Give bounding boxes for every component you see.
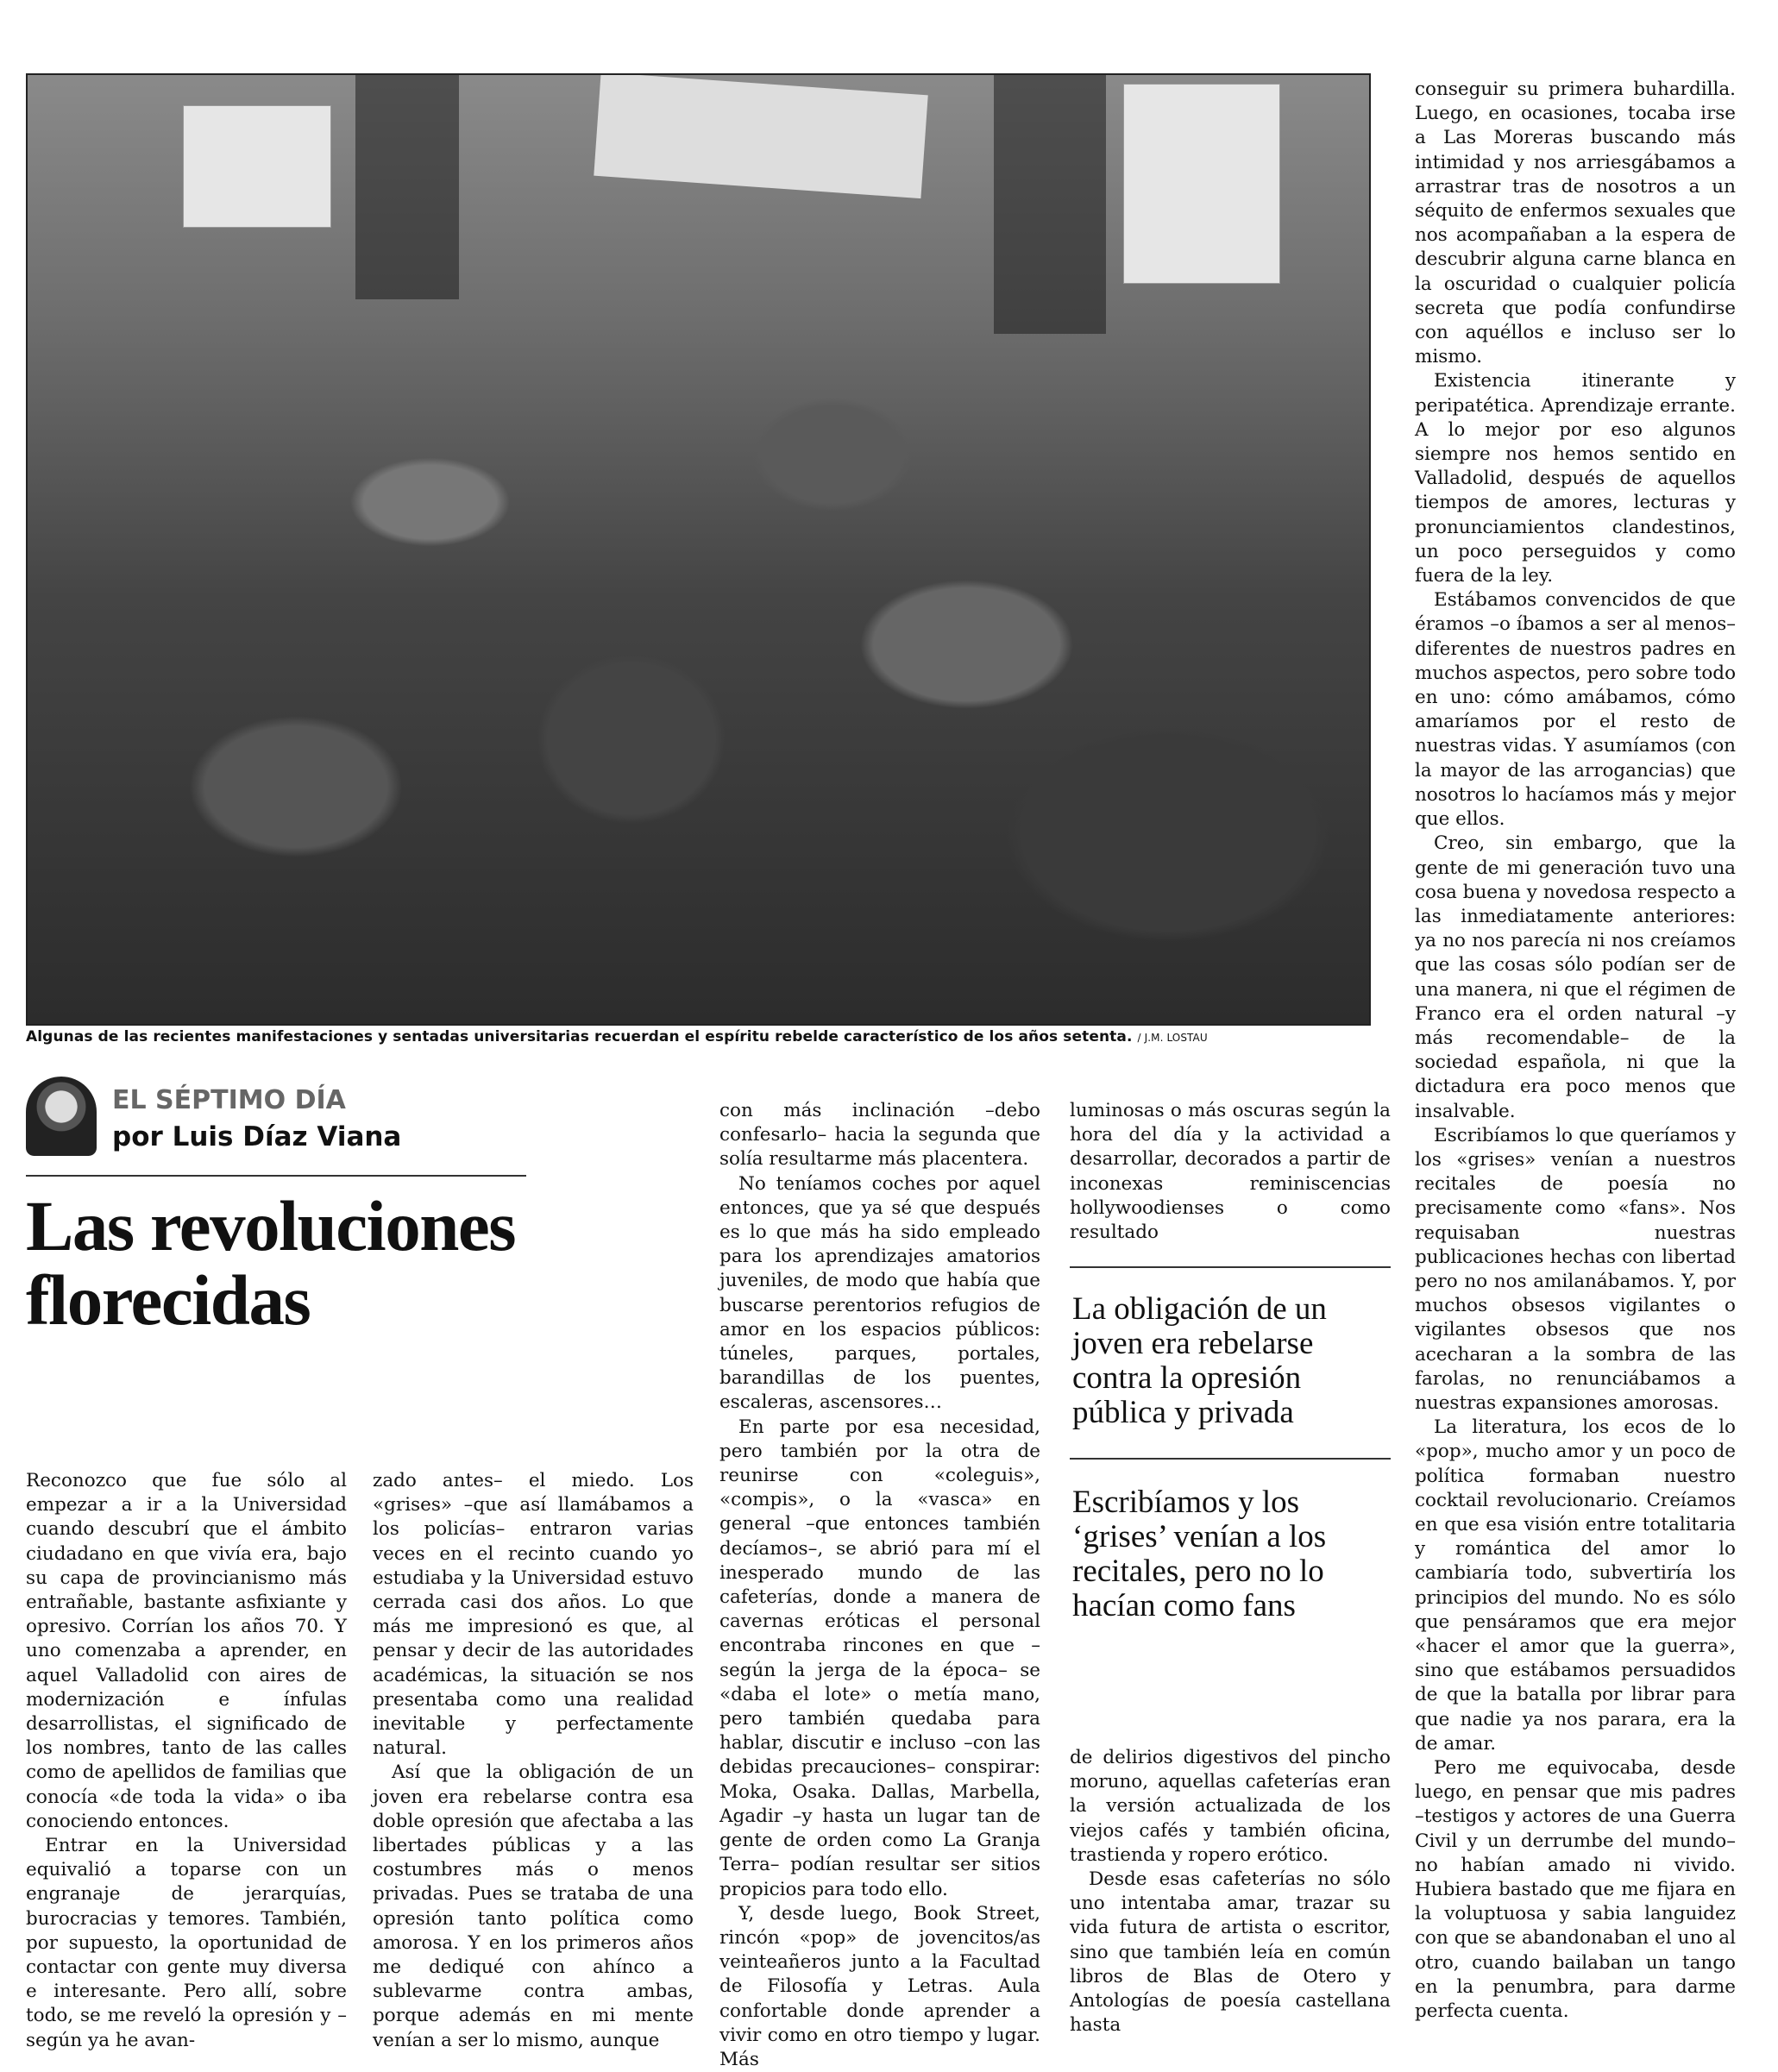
headline-line-1: Las revoluciones [26,1186,516,1265]
paragraph: No teníamos coches por aquel entonces, que ya sé que después es lo que más ha sido empleado para los aprendizajes amatorios juveniles, de modo que había que buscarse perentorios refugios de amor en los espacios públicos: túneles, parques, portales, barandillas de los puentes, escaleras, ascensores… [719,1172,1040,1414]
paragraph: de delirios digestivos del pincho moruno, aquellas cafeterías eran la versión actualizada de los viejos cafés y también oficina, trastienda y ropero erótico. [1070,1747,1391,1866]
paragraph: Y, desde luego, Book Street, rincón «pop» de jovencitos/as veinteañeros junto a la Facultad de Filosofía y Letras. Aula confortable donde aprender a vivir como en otro tiempo y lugar. Más [719,1902,1040,2070]
paragraph: Reconozco que fue sólo al empezar a ir a la Universidad cuando descubrí que el ámbito ciudadano en que vivía era, bajo su capa de provincianismo más entrañable, bastante asfixiante y opresivo. Corrían los años 70. Y uno comenzaba a aprender, en aquel Valladolid con aires de modernización e ínfulas desarrollistas, el significado de los nombres, tanto de las calles como de apellidos de familias que conocía «de toda la vida» o iba conociendo entonces. [26,1470,347,1832]
photo-poster-left [183,105,331,228]
paragraph: Pero me equivocaba, desde luego, en pensar que mis padres –testigos y actores de una Guerra Civil y un derrumbe del mundo– no habían amado ni vivido. Hubiera bastado que me fijara en la voluptuosa y sabia languidez con que se abandonaban el uno al otro, cuando bailaban un tango en la penumbra, para darme perfecta cuenta. [1415,1757,1736,2023]
author-avatar [26,1077,97,1156]
paragraph: Estábamos convencidos de que éramos –o íbamos a ser al menos– diferentes de nuestros padres en muchos aspectos, pero sobre todo en uno: cómo amábamos, cómo amaríamos por el resto de nuestras vidas. Y asumíamos (con la mayor de las arrogancias) que nosotros lo hacíamos más y mejor que ellos. [1415,589,1737,831]
paragraph: Desde esas cafeterías no sólo uno intentaba amar, trazar su vida futura de artista o escritor, sino que también leía en común libros de Blas de Otero y Antologías de poesía castellana hasta [1070,1868,1391,2037]
article-column-3 [719,1099,1040,2072]
paragraph: Creo, sin embargo, que la gente de mi generación tuvo una cosa buena y novedosa respecto a las inmediatamente anteriores: ya no nos parecía ni nos creíamos que las cosas sólo podían ser de una manera, ni que el régimen de Franco era el orden natural –y más recomendable– de la sociedad española, ni que la dictadura era poco menos que insalvable. [1415,832,1736,1122]
section-kicker: EL SÉPTIMO DÍA [112,1085,346,1115]
paragraph: conseguir su primera buhardilla. Luego, en ocasiones, tocaba irse a Las Moreras buscando más intimidad y nos arriesgábamos a arrastrar tras de nosotros a un séquito de enfermos sexuales que nos acompañaban a la espera de descubrir alguna carne blanca en la oscuridad o cualquier policía secreta que podía confundirse con aquéllos e incluso ser lo mismo. [1415,78,1736,368]
article-column-4-top [1070,1099,1391,1245]
pullquote-2: Escribíamos y los ‘grises’ venían a los recitales, pero no lo hacían como fans [1072,1485,1327,1623]
paragraph: Existencia itinerante y peripatética. Aprendizaje errante. A lo mejor por eso algunos siempre nos hemos sentido en Valladolid, después de aquellos tiempos de amores, lecturas y pronunciamientos clandestinos, un poco perseguidos y como fuera de la ley. [1415,370,1736,587]
photo-pillar [355,75,459,299]
pullquote-1: La obligación de un joven era rebelarse contra la opresión pública y privada [1072,1291,1327,1430]
paragraph: con más inclinación –debo confesarlo– hacia la segunda que solía resultarme más placentera. [719,1100,1040,1171]
headline [26,1186,543,1340]
header-rule [26,1175,526,1177]
paragraph: Escribíamos lo que queríamos y los «grises» venían a nuestros recitales de poesía no precisamente como «fans». Nos requisaban nuestras publicaciones hechas con libertad pero no nos amilanábamos. Y, por muchos obsesos vigilantes o vigilantes obsesos que nos acecharan a la sombra de las farolas, no renunciábamos a nuestras expansiones amorosas. [1415,1124,1736,1414]
byline: por Luis Díaz Viana [112,1121,402,1152]
paragraph: Entrar en la Universidad equivalió a toparse con un engranaje de jerarquías, burocracias y temores. También, por supuesto, la oportunidad de contactar con gente muy diversa e interesante. Pero allí, sobre todo, se me reveló la opresión y –según ya he avan- [26,1835,347,2051]
pullquote-rule-top [1070,1266,1391,1268]
photo-credit: / J.M. LOSTAU [1137,1032,1208,1044]
paragraph: En parte por esa necesidad, pero también por la otra de reunirse con «coleguis», «compis», o la «vasca» en general –que entonces también decíamos–, se abrió para mí el inesperado mundo de las cafeterías, donde a manera de cavernas eróticas el personal encontraba rincones en que –según la jerga de la época– se «daba el lote» o metía mano, pero también quedaba para hablar, discutir e incluso –con las debidas precauciones– conspirar: Moka, Osaka. Dallas, Marbella, Agadir –y hasta un lugar tan de gente de orden como La Granja Terra– podían resultar ser sitios propicios para todo ello. [719,1416,1040,1900]
photo-caption [26,1028,1372,1045]
protest-photo [26,73,1371,1026]
paragraph: luminosas o más oscuras según la hora del día y la actividad a desarrollar, decorados a partir de inconexas reminiscencias hollywoodienses o como resultado [1070,1100,1391,1244]
photo-pillar [994,75,1106,334]
paragraph: Así que la obligación de un joven era rebelarse contra esa doble opresión que afectaba a las libertades públicas y a las costumbres más o menos privadas. Pues se trataba de una opresión tanto política como amorosa. Y en los primeros años me dediqué con ahínco a sublevarme contra ambas, porque además en mi mente venían a ser lo mismo, aunque [373,1761,694,2051]
headline-line-2: florecidas [26,1260,311,1340]
article-column-4-bottom [1070,1746,1391,2037]
article-column-2 [373,1469,694,2053]
article-column-5 [1415,78,1736,2024]
photo-poster-right [1123,84,1280,284]
caption-text: Algunas de las recientes manifestaciones y sentadas universitarias recuerdan el espíritu rebelde característico de los años setenta. [26,1028,1133,1045]
photo-banner [594,73,927,198]
paragraph: La literatura, los ecos de lo «pop», mucho amor y un poco de política formaban nuestro cocktail revolucionario. Creíamos en que esa visión entre totalitaria y romántica del amor lo cambiaría todo, subvertiría los principios del mundo. No es sólo que pensáramos que era mejor «hacer el amor que la guerra», sino que estábamos persuadidos de que la batalla por librar para que nadie ya nos parara, era la de amar. [1415,1416,1736,1755]
paragraph: zado antes– el miedo. Los «grises» –que así llamábamos a los policías– entraron varias veces en el recinto cuando yo estudiaba y la Universidad estuvo cerrada casi dos años. Lo que más me impresionó es que, al pensar y decir de las autoridades académicas, la situación se nos presentaba como una realidad inevitable y perfectamente natural. [373,1470,694,1760]
article-column-1 [26,1469,347,2053]
pullquote-rule-middle [1070,1458,1391,1460]
